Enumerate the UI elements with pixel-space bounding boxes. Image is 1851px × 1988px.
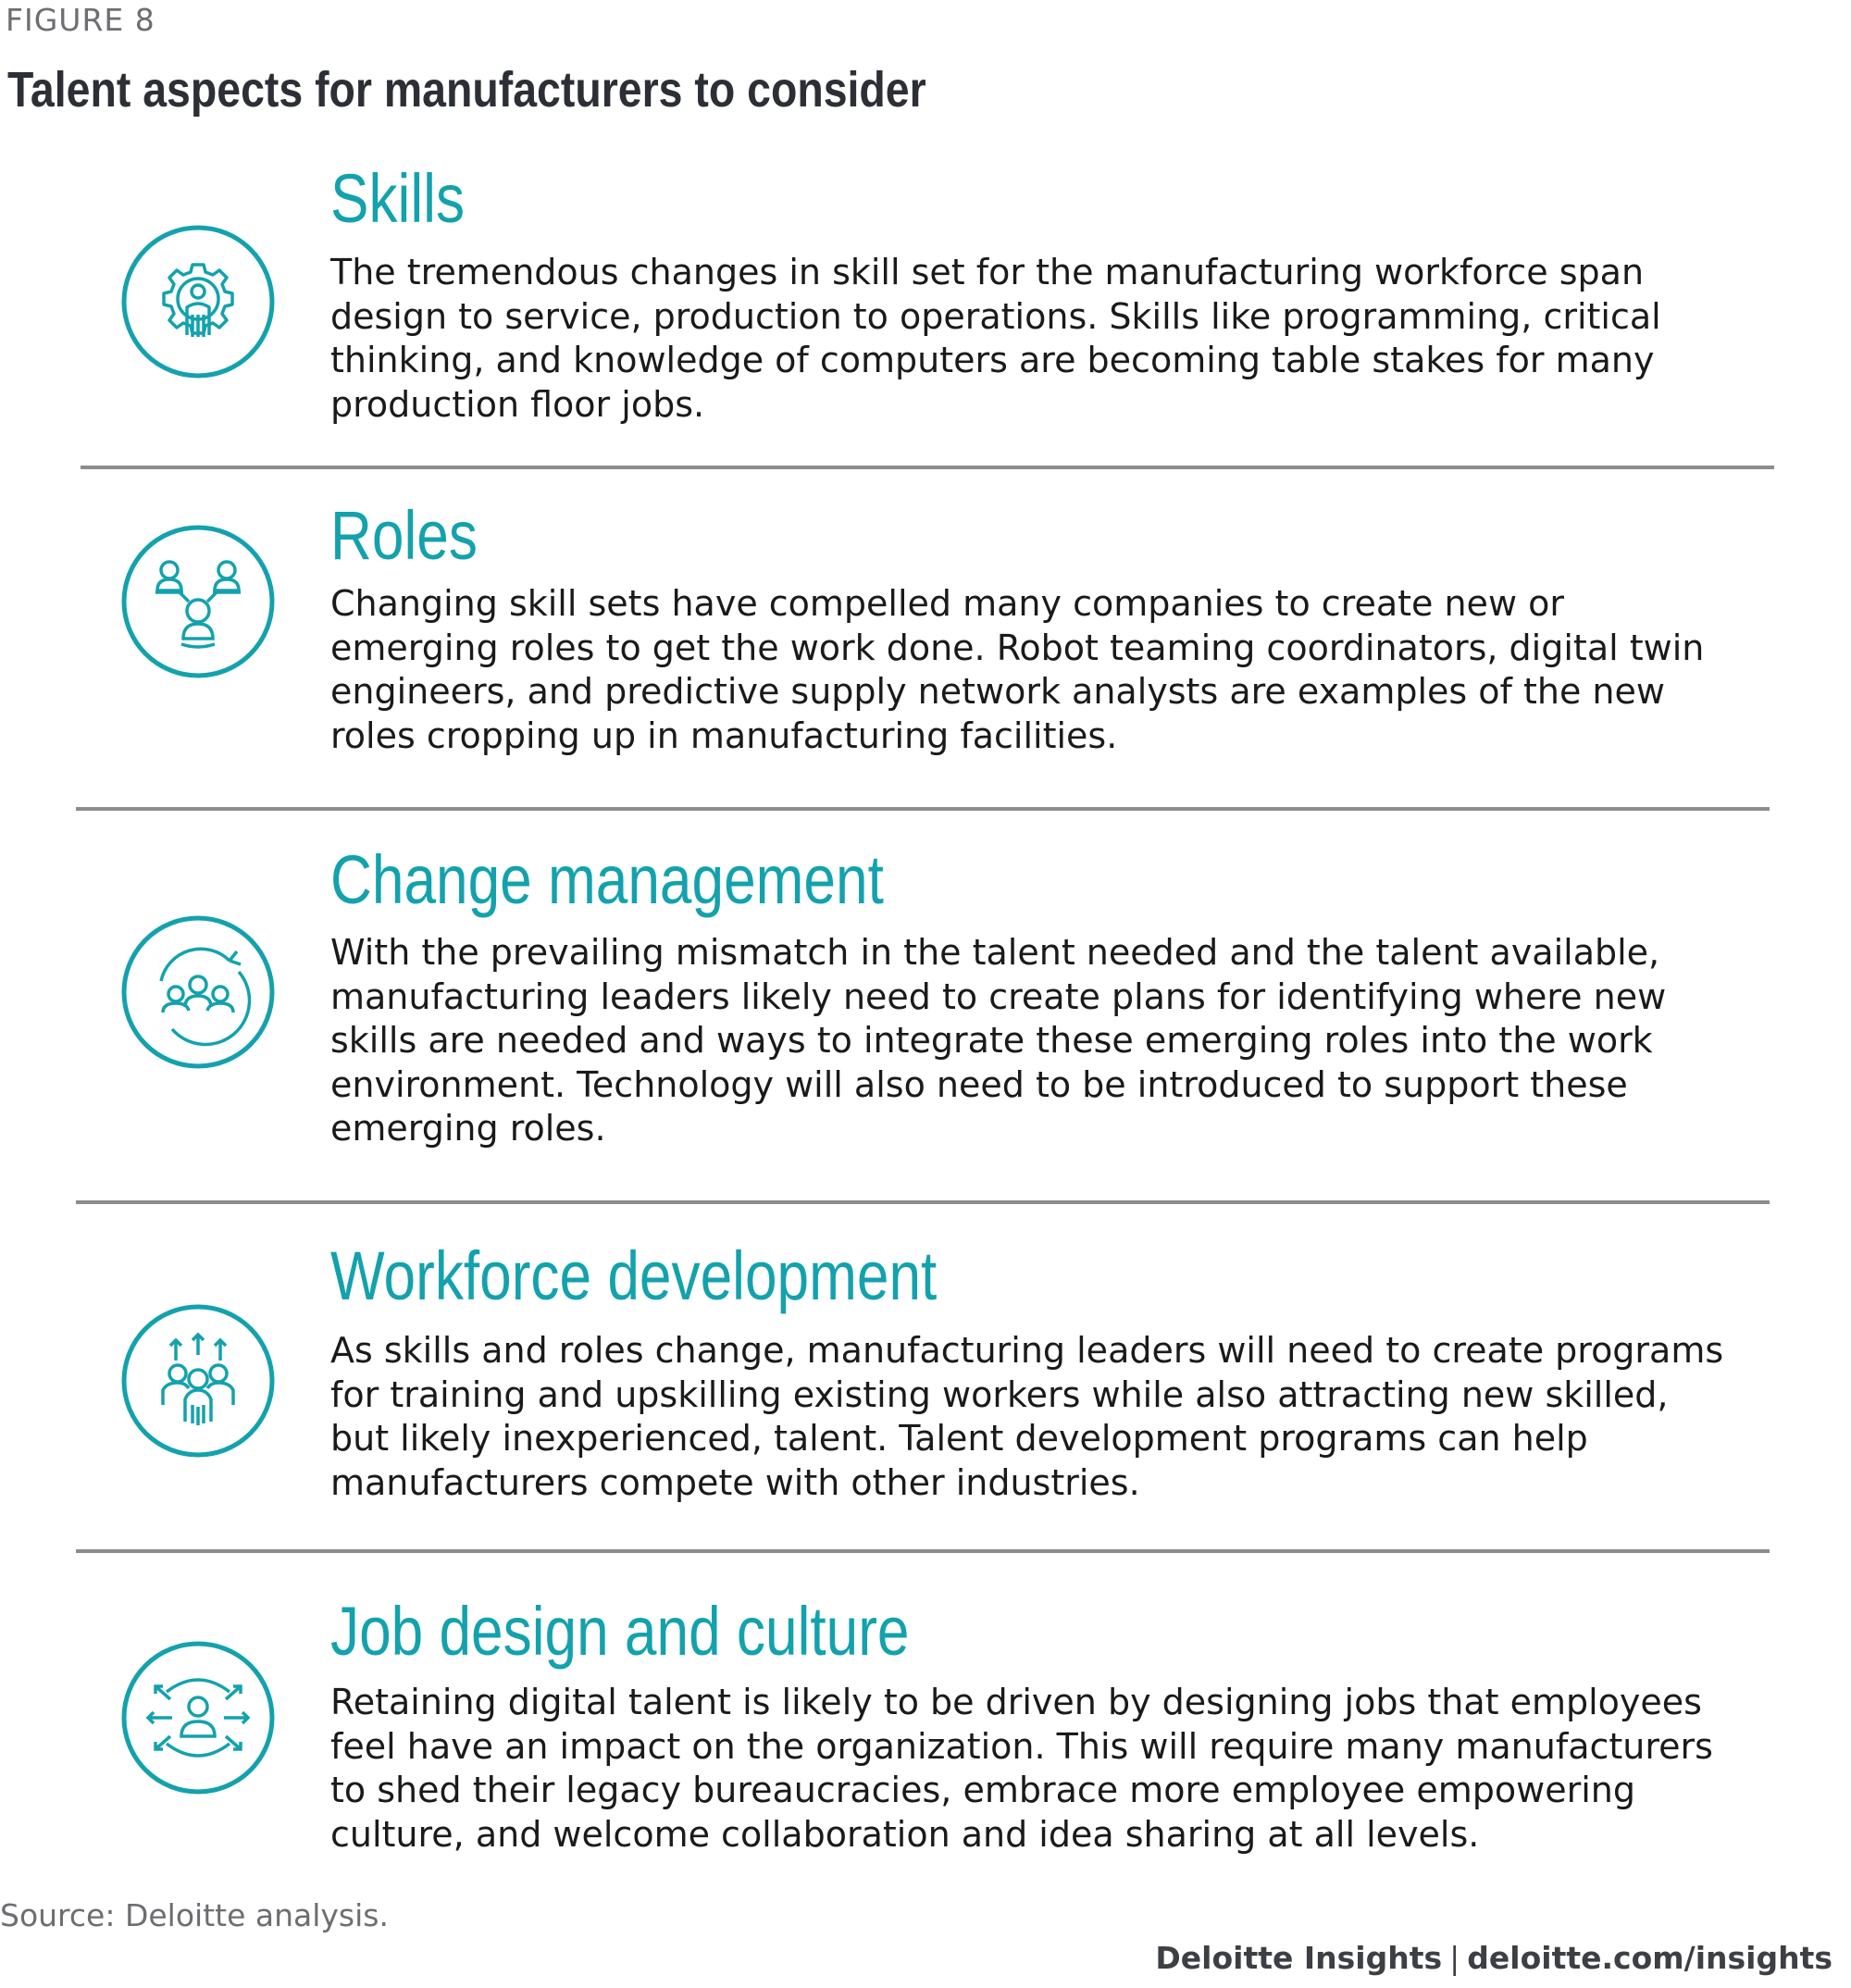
gear-person-icon <box>120 224 276 379</box>
section-divider <box>76 807 1770 811</box>
brand-name[interactable]: Deloitte Insights <box>1155 1940 1443 1976</box>
section-title: Change management <box>330 841 884 918</box>
section-title: Workforce development <box>330 1237 938 1314</box>
section-body: Changing skill sets have compelled many companies to create new or emerging roles to get the work done. Robot teaming coordinators, digital twin engineers, and predictive supply network analysts are examples of the new roles cropping up in manufacturing facilities. <box>330 583 1705 756</box>
section-body: The tremendous changes in skill set for the manufacturing workforce span design to service, production to operations. Skills like programming, critical thinking, and knowledge of computers are becoming table stakes for many production floor jobs. <box>330 252 1661 425</box>
section-body: Retaining digital talent is likely to be driven by designing jobs that employees feel have an impact on the organization. This will require many manufacturers to shed their legacy bureaucracies, embrace more employee empowering culture, and welcome collaboration and idea sharing at all levels. <box>330 1682 1713 1855</box>
section-divider <box>76 1549 1770 1553</box>
group-cycle-icon <box>120 914 276 1070</box>
section-title: Job design and culture <box>330 1593 910 1670</box>
section-title: Skills <box>330 160 466 237</box>
site-link[interactable]: deloitte.com/insights <box>1467 1940 1832 1976</box>
group-growth-icon <box>120 1303 276 1459</box>
people-network-icon <box>120 524 276 679</box>
source-note: Source: Deloitte analysis. <box>0 1897 389 1933</box>
section-body: As skills and roles change, manufacturing leaders will need to create programs for training and upskilling existing workers while also attracting new skilled, but likely inexperienced, talent. Talent development programs can help manufacturers compete with other industries. <box>330 1330 1724 1503</box>
figure-title: Talent aspects for manufacturers to consider <box>7 62 926 118</box>
publisher-credit <box>1155 1940 1832 1976</box>
credit-separator: | <box>1449 1940 1460 1976</box>
person-arrows-icon <box>120 1640 276 1795</box>
section-title: Roles <box>330 497 478 574</box>
section-body: With the prevailing mismatch in the talent needed and the talent available, manufacturing leaders likely need to create plans for identifying where new skills are needed and ways to integrate these emerging roles into the work environment. Technology will also need to be introduced to support these emerging roles. <box>330 932 1667 1149</box>
section-divider <box>76 1200 1770 1204</box>
section-divider <box>81 466 1774 469</box>
figure-label: FIGURE 8 <box>6 2 155 38</box>
